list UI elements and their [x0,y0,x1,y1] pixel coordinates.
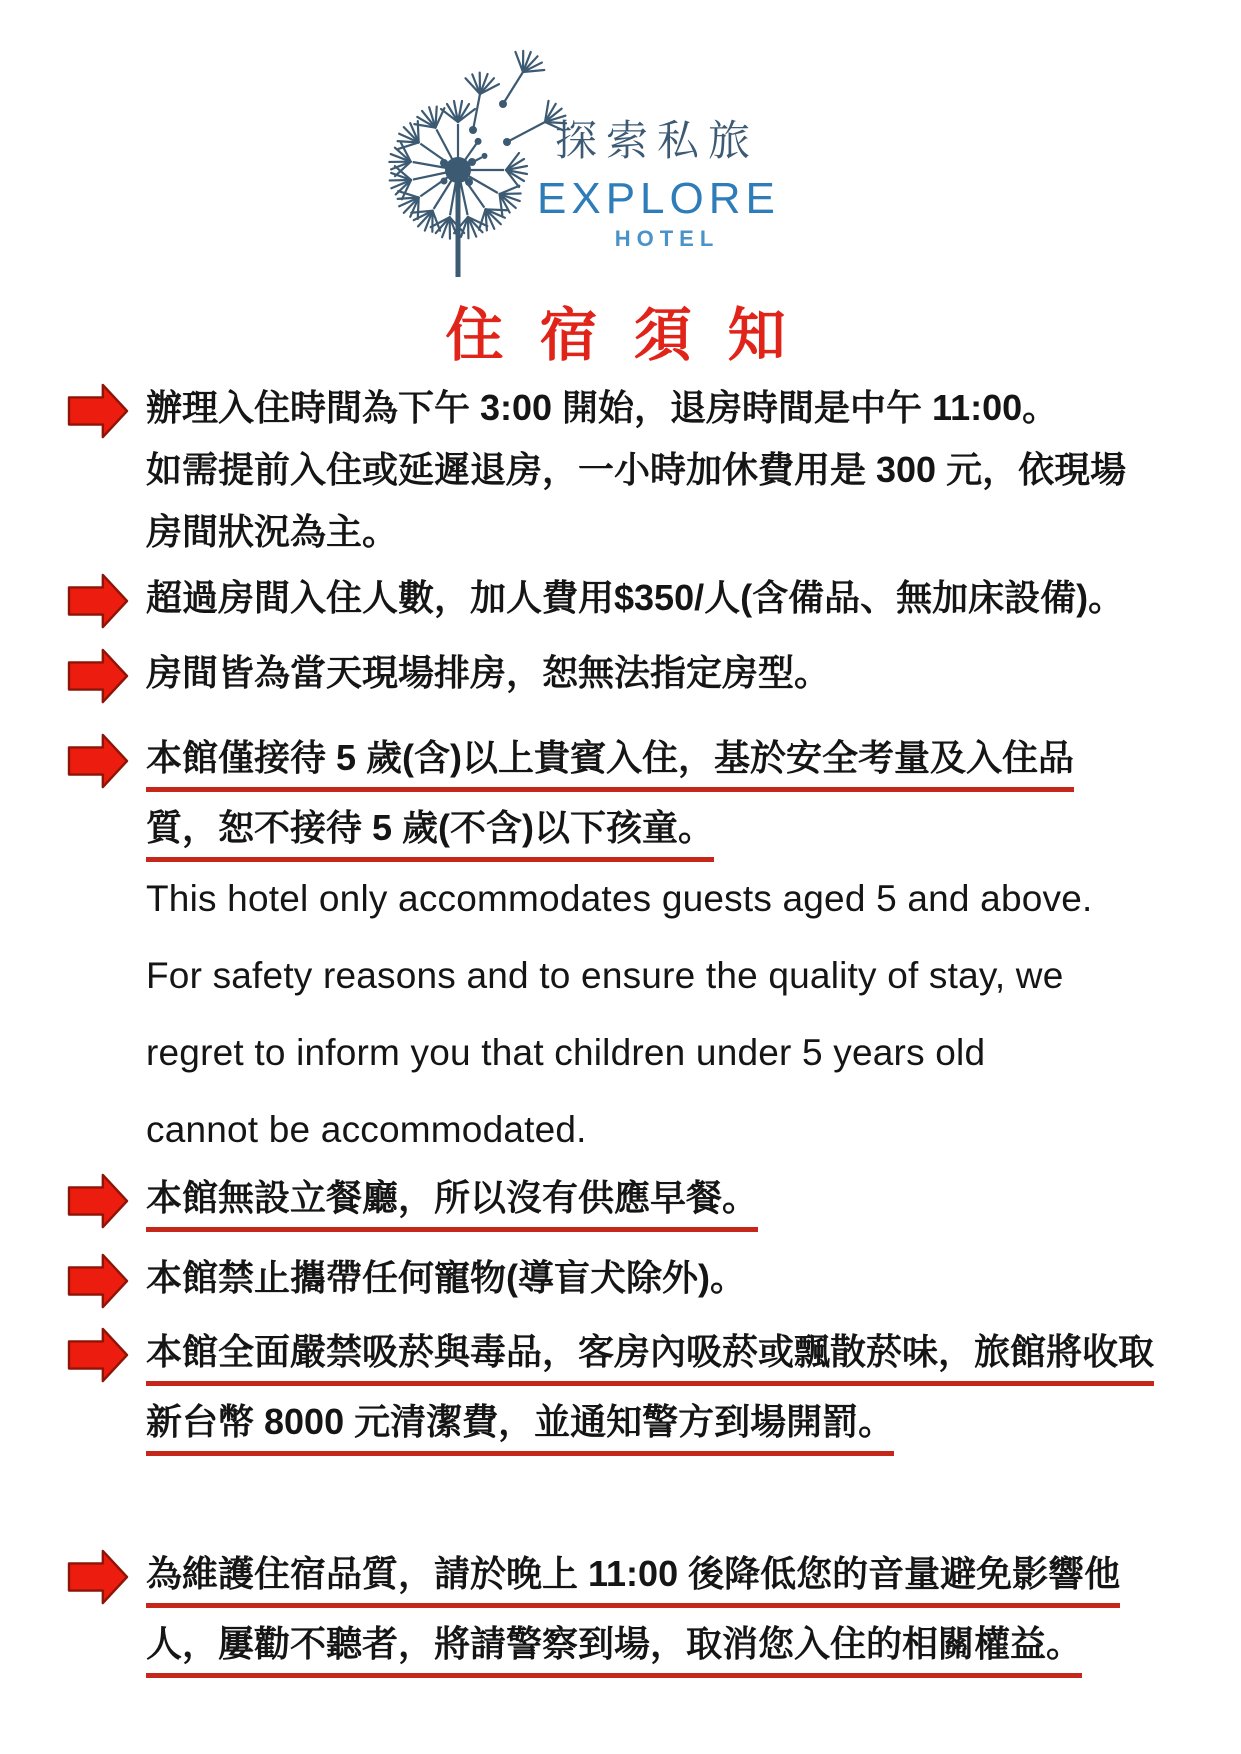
notice-text [146,1176,1206,1220]
notice-line: regret to inform you that children under 5 years old [146,1032,986,1073]
notice-line-underlined: 本館僅接待 5 歲(含)以上貴賓入住，基於安全考量及入住品 [146,736,1206,780]
notice-line: cannot be accommodated. [146,1109,587,1150]
notice-text [146,1330,1206,1444]
notice-line-underlined: 本館全面嚴禁吸菸與毒品，客房內吸菸或飄散菸味，旅館將收取 [146,1330,1206,1374]
red-arrow-icon [66,647,130,705]
hotel-name-english: EXPLORE [537,174,780,223]
hotel-logo [537,108,797,252]
notice-line: 房間狀況為主。 [146,511,399,552]
notice-item-quiet-hours [146,1552,1206,1666]
notice-item-no-breakfast [146,1176,1206,1220]
hotel-name-chinese: 探索私旅 [555,117,760,164]
notice-item-age-policy [146,736,1206,850]
hotel-name-subtitle: HOTEL [614,226,720,251]
notice-item-age-policy-english [146,876,1206,1153]
red-arrow-icon [66,732,130,790]
notice-line: This hotel only accommodates guests aged 5 and above. [146,878,1093,919]
notice-line-underlined: 新台幣 8000 元清潔費，並通知警方到場開罰。 [146,1400,1206,1444]
notice-text [146,1552,1206,1666]
notice-item-no-pets [146,1256,1206,1300]
notice-line-underlined: 本館無設立餐廳，所以沒有供應早餐。 [146,1176,1206,1220]
notice-text [146,876,1206,1153]
notice-line: 超過房間入住人數，加人費用$350/人(含備品、無加床設備)。 [146,577,1125,618]
notice-line: 本館禁止攜帶任何寵物(導盲犬除外)。 [146,1257,746,1298]
notice-line: 如需提前入住或延遲退房，一小時加休費用是 300 元，依現場 [146,449,1127,490]
notice-text [146,386,1206,554]
notice-line-underlined: 質，恕不接待 5 歲(不含)以下孩童。 [146,806,1206,850]
notice-text [146,1256,1206,1300]
notice-line: For safety reasons and to ensure the quality of stay, we [146,955,1064,996]
notice-text [146,651,1206,695]
notice-text [146,576,1206,620]
notice-item-room-assignment [146,651,1206,695]
notice-line: 房間皆為當天現場排房，恕無法指定房型。 [146,652,831,693]
red-arrow-icon [66,382,130,440]
red-arrow-icon [66,572,130,630]
page-title: 住 宿 須 知 [445,303,796,368]
notice-line-underlined: 人，屢勸不聽者，將請警察到場，取消您入住的相關權益。 [146,1622,1206,1666]
notice-item-no-smoking [146,1330,1206,1444]
notice-line: 辦理入住時間為下午 3:00 開始，退房時間是中午 11:00。 [146,387,1059,428]
red-arrow-icon [66,1326,130,1384]
notice-item-extra-person-fee [146,576,1206,620]
red-arrow-icon [66,1252,130,1310]
red-arrow-icon [66,1548,130,1606]
notice-item-check-in-times [146,386,1206,554]
notice-line-underlined: 為維護住宿品質，請於晚上 11:00 後降低您的音量避免影響他 [146,1552,1206,1596]
notice-text [146,736,1206,850]
red-arrow-icon [66,1172,130,1230]
